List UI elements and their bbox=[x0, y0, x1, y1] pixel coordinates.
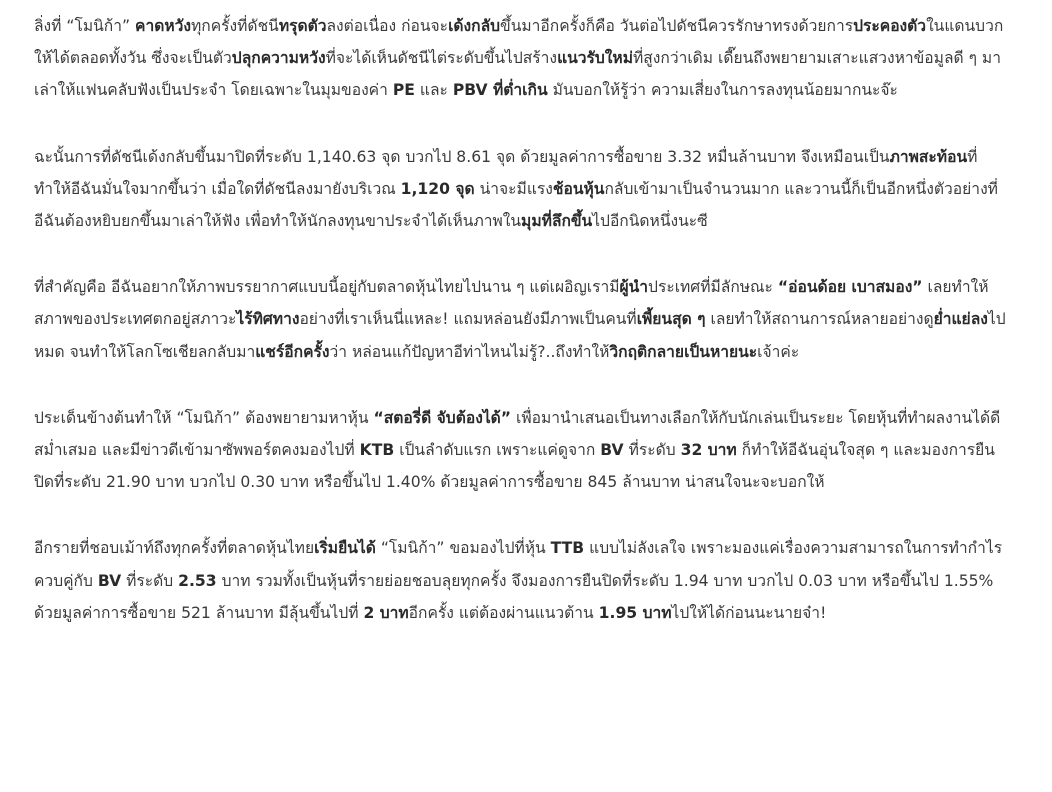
text-run: เป็นลำดับแรก เพราะแค่ดูจาก bbox=[394, 441, 601, 460]
text-run: ทุกครั้งที่ดัชนี bbox=[191, 17, 279, 35]
text-run: แบบไม่ลังเลใจ เพราะมองแค่เรื่องความสามารถในการทำกำไร ควบคู่กับ bbox=[34, 539, 1003, 590]
bold-text-run: วิกฤติกลายเป็นหายนะ bbox=[609, 342, 758, 361]
text-run: ขึ้นมาอีกครั้งก็คือ วันต่อไปดัชนีควรรักษาทรงด้วยการ bbox=[500, 17, 854, 35]
bold-text-run: “อ่อนด้อย เบาสมอง” bbox=[777, 278, 923, 297]
paragraph-2 bbox=[34, 141, 1009, 238]
bold-text-run: 2 บาท bbox=[363, 603, 409, 622]
text-run: บาท รวมทั้งเป็นหุ้นที่รายย่อยชอบลุยทุกครั้ง จึงมองการยืนปิดที่ระดับ 1.94 บาท บวกไป 0.03 บาท หรือขึ้นไป 1.55% ด้วยมูลค่าการซื้อขาย 521 ล้านบาท มีลุ้นขึ้นไปที่ bbox=[34, 571, 994, 622]
bold-text-run: ช้อนหุ้น bbox=[552, 179, 605, 198]
text-run: เลยทำให้สถานการณ์หลายอย่างดู bbox=[705, 310, 934, 329]
text-run: ที่จะได้เห็นดัชนีไต่ระดับขึ้นไปสร้าง bbox=[325, 49, 558, 68]
bold-text-run: มุมที่ลึกขึ้น bbox=[521, 212, 593, 231]
text-run: กลับเข้ามาเป็นจำนวนมาก และวานนี้ก็เป็นอีกหนึ่งตัวอย่างที่อีฉันต้องหยิบยกขึ้นมาเล่าให้ฟัง เพื่อทำให้นักลงทุนขาประจำได้เห็นภาพใน bbox=[34, 179, 998, 231]
bold-text-run: “สตอรี่ดี จับต้องได้” bbox=[373, 408, 512, 427]
text-run: ว่า หล่อนแก้ปัญหาอีท่าไหนไม่รู้?..ถึงทำให้ bbox=[329, 342, 610, 361]
text-run: ในแดนบวกให้ได้ตลอดทั้งวัน ซึ่งจะเป็นตัว bbox=[34, 17, 1004, 68]
paragraph-5 bbox=[34, 532, 1009, 629]
text-run: อย่างที่เราเห็นนี่แหละ! แถมหล่อนยังมีภาพเป็นคนที่ bbox=[299, 310, 637, 329]
text-run: ลิ่งที่ “โมนิก้า” bbox=[34, 17, 136, 35]
bold-text-run: คาดหวัง bbox=[135, 17, 192, 35]
text-run: ไปให้ได้ก่อนนะนายจ๋า! bbox=[671, 603, 827, 622]
bold-text-run: เพี้ยนสุด ๆ bbox=[636, 310, 706, 329]
bold-text-run: 1.95 บาท bbox=[598, 603, 672, 622]
text-run: ที่ระดับ bbox=[121, 571, 179, 590]
bold-text-run: ทรุดตัว bbox=[278, 17, 327, 35]
bold-text-run: 2.53 bbox=[178, 571, 217, 590]
bold-text-run: แชร์อีกครั้ง bbox=[255, 342, 330, 361]
bold-text-run: 1,120 จุด bbox=[400, 179, 475, 198]
text-run: ก็ทำให้อีฉันอุ่นใจสุด ๆ และมองการยืนปิดที่ระดับ 21.90 บาท บวกไป 0.30 บาท หรือขึ้นไป 1.40% ด้วยมูลค่าการซื้อขาย 845 ล้านบาท น่าสนใจนะจะบอกให้ bbox=[34, 441, 995, 492]
bold-text-run: PE bbox=[392, 81, 415, 100]
paragraph-1 bbox=[34, 10, 1009, 107]
text-run: ไปหมด จนทำให้โลกโซเชียลกลับมา bbox=[34, 310, 1006, 361]
text-run: ไปอีกนิดหนึ่งนะซี bbox=[592, 212, 708, 231]
text-run: ประเด็นข้างต้นทำให้ “โมนิก้า” ต้องพยายามหาหุ้น bbox=[34, 408, 374, 427]
bold-text-run: 32 บาท bbox=[680, 441, 737, 460]
text-run: มันบอกให้รู้ว่า ความเสี่ยงในการลงทุนน้อยมากนะจ๊ะ bbox=[547, 81, 898, 100]
paragraph-4 bbox=[34, 402, 1009, 499]
bold-text-run: ประคองตัว bbox=[853, 17, 927, 35]
text-run: ที่สูงกว่าเดิม เดี๊ยนถึงพยายามเสาะแสวงหาข้อมูลดี ๆ มาเล่าให้แฟนคลับฟังเป็นประจำ โดยเฉพาะในมุมของค่า bbox=[34, 49, 1001, 100]
text-run: ประเทศที่มีลักษณะ bbox=[648, 278, 778, 297]
text-run: ที่สำคัญคือ อีฉันอยากให้ภาพบรรยากาศแบบนี้อยู่กับตลาดหุ้นไทยไปนาน ๆ แต่เผอิญเรามี bbox=[34, 278, 620, 297]
bold-text-run: BV bbox=[600, 441, 624, 460]
bold-text-run: TTB bbox=[550, 539, 585, 558]
text-run: อีกครั้ง แต่ต้องผ่านแนวต้าน bbox=[408, 603, 599, 622]
paragraph-3 bbox=[34, 271, 1009, 368]
bold-text-run: ผู้นำ bbox=[619, 278, 649, 297]
text-run: ที่ระดับ bbox=[623, 441, 681, 460]
bold-text-run: KTB bbox=[359, 441, 395, 460]
text-run: ลงต่อเนื่อง ก่อนจะ bbox=[326, 17, 449, 35]
text-run: น่าจะมีแรง bbox=[474, 179, 553, 198]
bold-text-run: แนวรับใหม่ bbox=[557, 49, 633, 68]
text-run: “โมนิก้า” ขอมองไปที่หุ้น bbox=[375, 539, 551, 558]
article-body bbox=[34, 10, 1009, 663]
text-run: ฉะนั้นการที่ดัชนีเด้งกลับขึ้นมาปิดที่ระดับ 1,140.63 จุด บวกไป 8.61 จุด ด้วยมูลค่าการซื้อขาย 3.32 หมื่นล้านบาท จึงเหมือนเป็น bbox=[34, 147, 890, 166]
text-run: และ bbox=[414, 81, 453, 100]
bold-text-run: ย่ำแย่ลง bbox=[933, 310, 988, 329]
bold-text-run: ภาพสะท้อน bbox=[889, 147, 968, 166]
bold-text-run: PBV ที่ต่ำเกิน bbox=[452, 81, 548, 100]
bold-text-run: ไร้ทิศทาง bbox=[236, 310, 300, 329]
text-run: ที่ทำให้อีฉันมั่นใจมากขึ้นว่า เมื่อใดที่ดัชนีลงมายังบริเวณ bbox=[34, 147, 978, 198]
text-run: เลยทำให้สภาพของประเทศตกอยู่สภาวะ bbox=[34, 278, 989, 329]
bold-text-run: ปลุกความหวัง bbox=[231, 49, 326, 68]
bold-text-run: เริ่มยืนได้ bbox=[314, 539, 376, 558]
bold-text-run: BV bbox=[97, 571, 122, 590]
text-run: เพื่อมานำเสนอเป็นทางเลือกให้กับนักเล่นเป็นระยะ โดยหุ้นที่ทำผลงานได้ดีสม่ำเสมอ และมีข่าวดีเข้ามาซัพพอร์ตคงมองไปที่ bbox=[34, 408, 1001, 460]
text-run: อีกรายที่ชอบเม้าท์ถึงทุกครั้งที่ตลาดหุ้นไทย bbox=[34, 539, 315, 558]
text-run: เจ้าค่ะ bbox=[757, 342, 800, 361]
bold-text-run: เด้งกลับ bbox=[448, 17, 501, 35]
